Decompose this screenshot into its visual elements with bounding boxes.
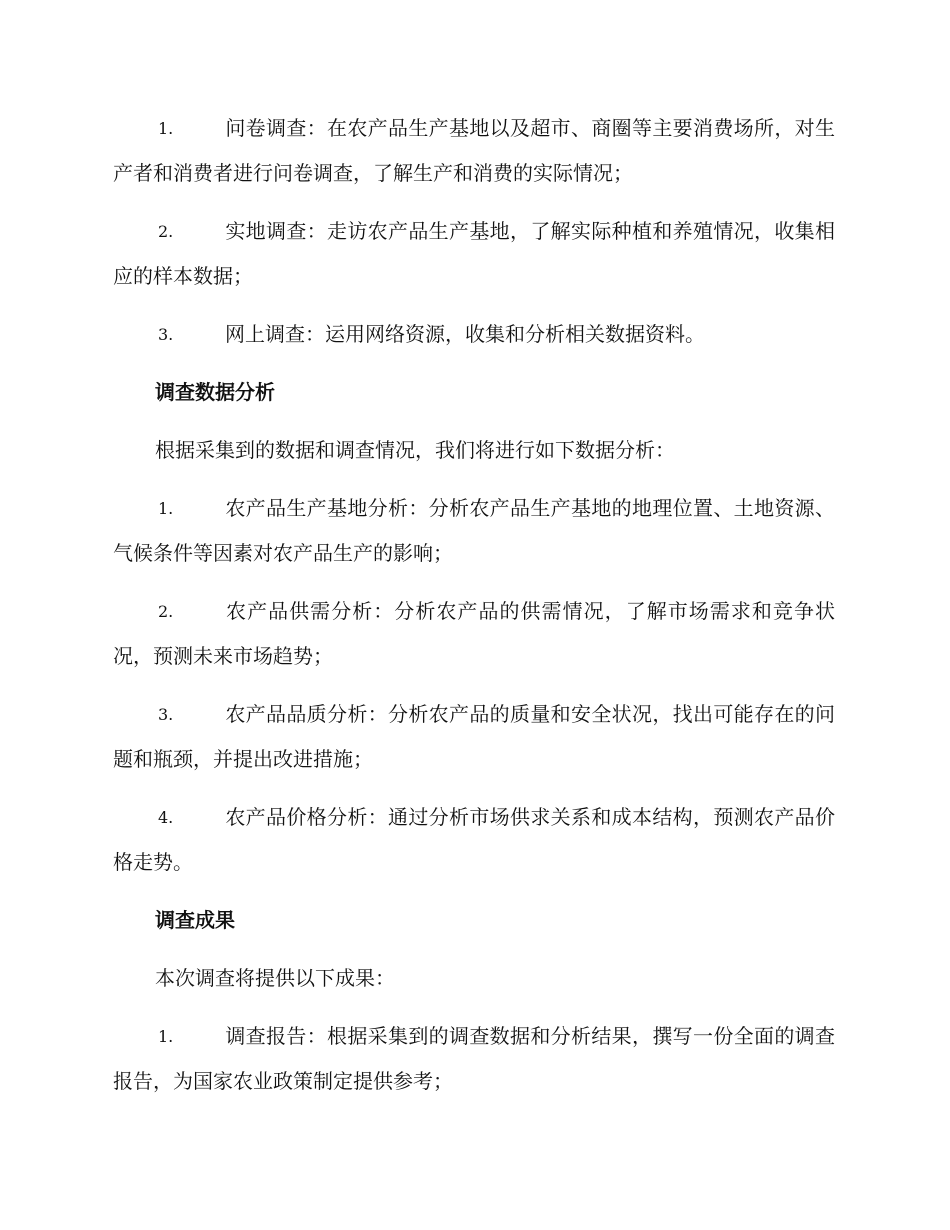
section-heading-analysis: 调查数据分析 (155, 380, 275, 404)
list-number: 1. (158, 119, 174, 138)
list-item (113, 589, 835, 679)
list-text: 农产品生产基地分析：分析农产品生产基地的地理位置、土地资源、气候条件等因素对农产品生产的影响； (113, 496, 835, 565)
list-text: 实地调查：走访农产品生产基地，了解实际种植和养殖情况，收集相应的样本数据； (113, 219, 835, 288)
list-item (113, 486, 835, 576)
section-heading-results: 调查成果 (155, 908, 235, 932)
list-number: 3. (158, 325, 174, 344)
list-number: 2. (158, 602, 174, 621)
list-item (113, 209, 835, 299)
list-item (113, 106, 835, 196)
list-number: 3. (158, 705, 174, 724)
list-number: 1. (158, 499, 174, 518)
document-page (113, 106, 835, 1117)
list-text: 农产品价格分析：通过分析市场供求关系和成本结构，预测农产品价格走势。 (113, 805, 835, 874)
results-intro: 本次调查将提供以下成果： (155, 966, 395, 990)
list-item (113, 312, 835, 357)
list-number: 2. (158, 222, 174, 241)
list-item (113, 692, 835, 782)
list-text: 调查报告：根据采集到的调查数据和分析结果，撰写一份全面的调查报告，为国家农业政策制定提供参考； (113, 1024, 835, 1093)
list-item (113, 1014, 835, 1104)
list-number: 1. (158, 1027, 174, 1046)
list-text: 农产品品质分析：分析农产品的质量和安全状况，找出可能存在的问题和瓶颈，并提出改进措施； (113, 702, 835, 771)
list-number: 4. (158, 808, 174, 827)
list-text: 农产品供需分析：分析农产品的供需情况，了解市场需求和竞争状况，预测未来市场趋势； (113, 599, 835, 668)
analysis-intro: 根据采集到的数据和调查情况，我们将进行如下数据分析： (155, 438, 675, 462)
list-text: 问卷调查：在农产品生产基地以及超市、商圈等主要消费场所，对生产者和消费者进行问卷调查，了解生产和消费的实际情况； (113, 116, 835, 185)
list-text: 网上调查：运用网络资源，收集和分析相关数据资料。 (225, 322, 705, 346)
list-item (113, 795, 835, 885)
